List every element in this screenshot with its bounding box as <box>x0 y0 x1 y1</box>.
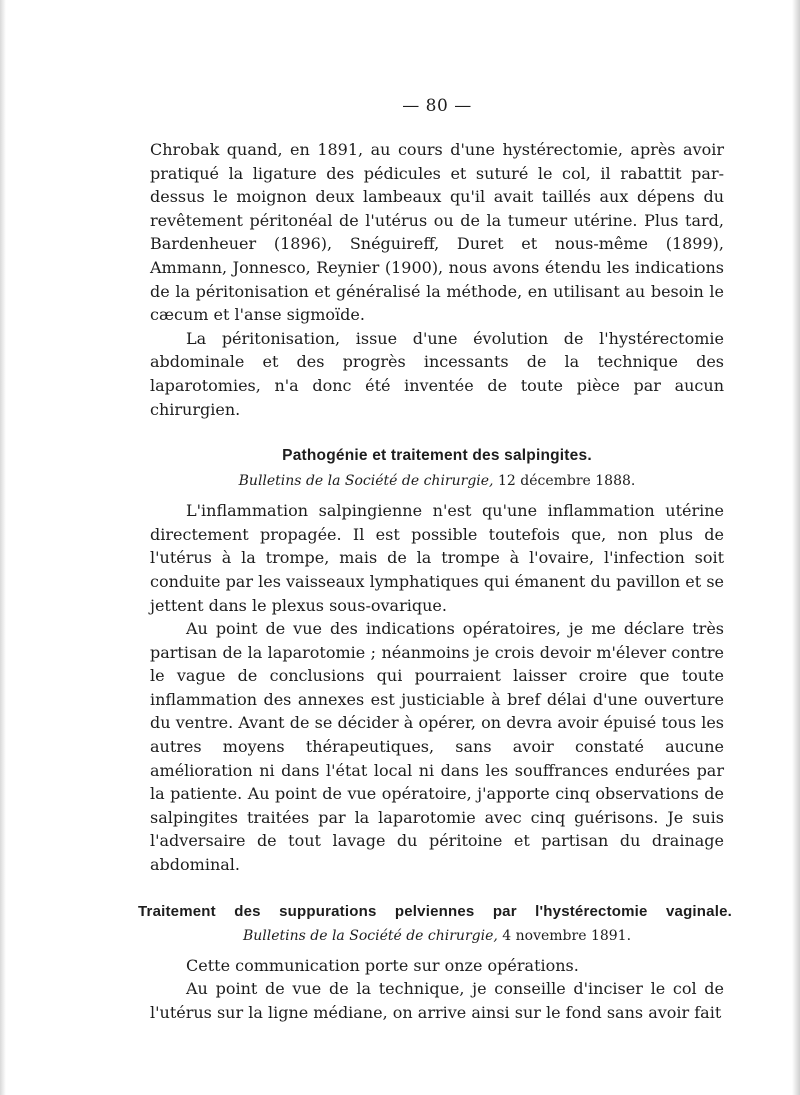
page-number: — 80 — <box>402 96 472 116</box>
source-journal: Bulletins de la Société de chirurgie, <box>242 927 498 944</box>
source-journal: Bulletins de la Société de chirurgie, <box>238 473 494 490</box>
suppurations-paragraph-1: Cette communication porte sur onze opérations. <box>186 955 579 975</box>
page-edge-shadow-right <box>792 0 800 1095</box>
page-edge-shadow-left <box>0 0 6 1095</box>
document-page <box>138 96 732 1024</box>
source-date: 12 décembre 1888. <box>497 473 636 490</box>
salpingites-paragraph-2: Au point de vue des indications opératoires, je me déclare très partisan de la laparotomie ; néanmoins je crois devoir m'élever contre le vague de conclusions qui pourraient laisser croire que toute inflammation des annexes est justiciable à bref délai d'une ouverture du ventre. Avant de se décider à opérer, on devra avoir épuisé tous les autres moyens thérapeutiques, sans avoir constaté aucune amélioration ni dans l'état local ni dans les souffrances endurées par la patiente. Au point de vue opératoire, j'apporte cinq observations de salpingites traitées par la laparotomie avec cinq guérisons. Je suis l'adversaire de tout lavage du péritoine et partisan du drainage abdominal. <box>150 619 724 875</box>
section-source-salpingites <box>150 473 724 489</box>
section-title-suppurations: Traitement des suppurations pelviennes par l'hystérectomie vaginale. <box>138 902 732 920</box>
suppurations-paragraph-2: Au point de vue de la technique, je conseille d'inciser le col de l'utérus sur la ligne médiane, on arrive ainsi sur le fond sans avoir fait <box>150 979 724 1022</box>
section-title-salpingites: Pathogénie et traitement des salpingites. <box>282 447 592 465</box>
intro-paragraph-1: Chrobak quand, en 1891, au cours d'une hystérectomie, après avoir pratiqué la ligature des pédicules et suturé le col, il rabattit par-dessus le moignon deux lambeaux qu'il avait taillés aux dépens du revêtement péritonéal de l'utérus ou de la tumeur utérine. Plus tard, Bardenheuer (1896), Snéguireff, Duret et nous-même (1899), Ammann, Jonnesco, Reynier (1900), nous avons étendu les indications de la péritonisation et généralisé la méthode, en utilisant au besoin le cæcum et l'anse sigmoïde. <box>150 140 724 325</box>
section-source-suppurations <box>150 928 724 944</box>
source-date: 4 novembre 1891. <box>502 927 632 944</box>
intro-paragraph-2: La péritonisation, issue d'une évolution de l'hystérectomie abdominale et des progrès incessants de la technique des laparotomies, n'a donc été inventée de toute pièce par aucun chirurgien. <box>150 328 724 419</box>
salpingites-paragraph-1: L'inflammation salpingienne n'est qu'une inflammation utérine directement propagée. Il est possible toutefois que, non plus de l'utérus à la trompe, mais de la trompe à l'ovaire, l'infection soit conduite par les vaisseaux lymphatiques qui émanent du pavillon et se jettent dans le plexus sous-ovarique. <box>150 501 724 615</box>
